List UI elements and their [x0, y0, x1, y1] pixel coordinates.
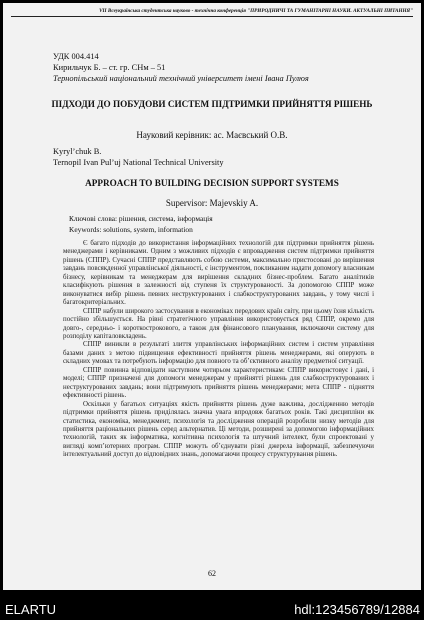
- repository-name: ELARTU: [5, 602, 57, 617]
- paragraph-1: Є багато підходів до використання інформаційних технологій для підтримки прийняття рішень менеджерами і керівниками. Одним з можливих підходів є впровадження систем підтримки прийняття рішень (СППР). Сучасні СППР представляють собою системи, максимально пристосовані до вирішення завдань повсякденної управлінської діяльності, є інструментом, покликаним надати допомогу власникам бізнесу, керівникам та менеджерам для вирішення складних бізнес-проблем. Багато аналітиків класифікують рішення в залежності від ступеня їх структурованості. За допомогою СППР може виконуватися вибір рішень певних неструктурованих і слабкоструктурованих завдань, у тому числі і багатокритеріальних.: [63, 240, 374, 307]
- supervisor-en: Supervisor: Majevskiy A.: [165, 198, 259, 208]
- affiliation-ua: Тернопільський національний технічний університет імені Івана Пулюя: [53, 74, 309, 83]
- paragraph-5: Оскільки у багатьох ситуаціях якість прийняття рішень дуже важлива, дослідженню методів підтримки прийняття рішень приділялась значна увага впродовж багатьох років. Такі дисципліни як статистика, економіка, менеджмент, психологія та дослідження операцій розробили низку методів для прийняття раціональних рішень серед альтернатив. Ці методи, розширені за допомогою інформаційних технологій, таких як інформатика, когнітивна психологія та штучний інтелект, були спроектовані у вигляді комп’ютерних програм. СППР можуть об’єднувати різні джерела інформації, забезпечуючи інтелектуальний доступ до відповідних знань, допомагаючи процесу структурування рішень.: [63, 400, 374, 459]
- author-en: Kyryl’chuk B.: [53, 147, 102, 156]
- paragraph-2: СППР набули широкого застосування в економіках передових країн світу, при цьому їхня кількість постійно збільшується. На рівні стратегічного управління використовується ряд СППР, окремо для довго-, середньо- і короткострокового, а також для фінансового планування, включаючи систему для розподілу капіталовкладень.: [63, 307, 374, 340]
- document-page: [3, 3, 421, 590]
- repository-footer: [0, 593, 424, 620]
- title-ua: ПІДХОДИ ДО ПОБУДОВИ СИСТЕМ ПІДТРИМКИ ПРИЙНЯТТЯ РІШЕНЬ: [51, 99, 373, 109]
- title-en: APPROACH TO BUILDING DECISION SUPPORT SYSTEMS: [85, 178, 339, 188]
- supervisor-ua: Науковий керівник: ас. Маєвський О.В.: [136, 130, 288, 140]
- conference-header: VII Всеукраїнська студентська науково - технічна конференція "ПРИРОДНИЧІ ТА ГУМАНІТАРНІ НАУКИ. АКТУАЛЬНІ ПИТАННЯ": [11, 8, 413, 17]
- udk-code: УДК 004.414: [53, 52, 99, 61]
- handle-id: hdl:123456789/12884: [294, 602, 420, 617]
- affiliation-en: Ternopil Ivan Pul’uj National Technical University: [53, 158, 224, 167]
- keywords-en: Keywords: solutions, system, information: [69, 225, 193, 234]
- paragraph-3: СППР виникли в результаті злиття управлінських інформаційних систем і систем управління базами даних з метою підвищення ефективності прийняття рішень менеджерами, які оперують в складних умовах та потребують інформацію для повного та об’єктивного аналізу предметної ситуації.: [63, 341, 374, 366]
- author-ua: Кирильчук Б. – ст. гр. СНм – 51: [53, 63, 166, 72]
- body-text: [63, 240, 374, 460]
- paragraph-4: СППР повинна відповідати наступним чотирьом характеристикам: СППР використовує і дані, і моделі; СППР призначені для допомоги менеджерам у прийнятті рішень для слабкоструктурованих і неструктурованих завдань; вони підтримують прийняття рішень менеджерами; мета СППР - підняття ефективності рішень.: [63, 366, 374, 400]
- keywords-ua: Ключові слова: рішення, система, інформація: [69, 214, 213, 223]
- page-number: 62: [208, 569, 216, 578]
